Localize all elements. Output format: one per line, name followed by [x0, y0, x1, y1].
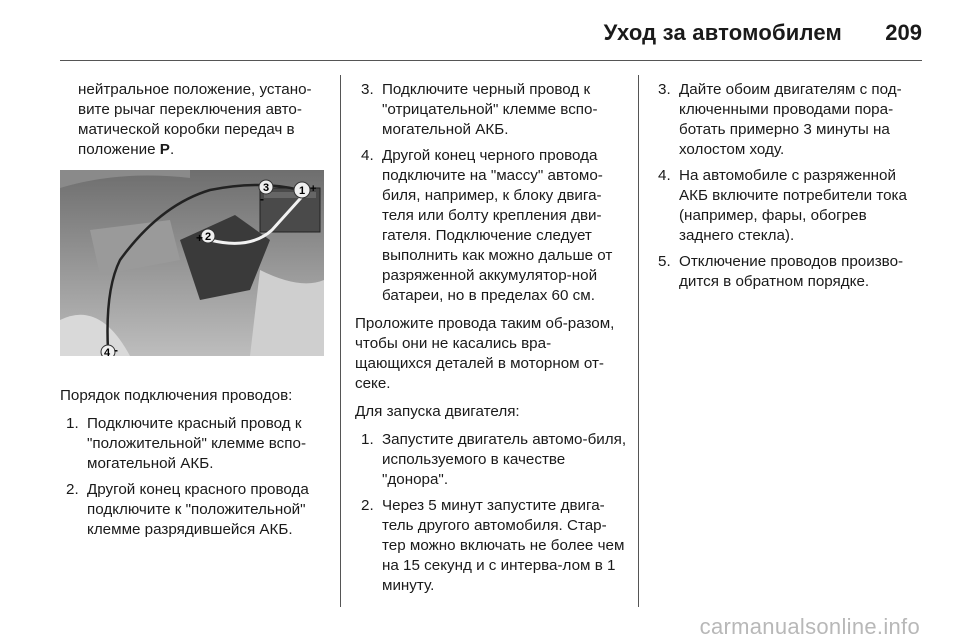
step-number: 1. — [66, 415, 79, 432]
list-item — [355, 146, 627, 306]
step-text: Через 5 минут запустите двига-тель другого автомобиля. Стар-тер можно включать не более чем на 15 секунд и с интерва-лом в 1 минуту. — [382, 497, 625, 594]
intro-line: нейтральное положение, устано- — [78, 81, 312, 98]
step-number: 2. — [66, 481, 79, 498]
start-engine-heading: Для запуска двигателя: — [355, 403, 520, 420]
list-item — [355, 496, 627, 596]
start-steps-continued — [652, 80, 924, 292]
label-plus-1: + — [310, 183, 317, 195]
step-number: 2. — [361, 497, 374, 514]
list-item — [355, 80, 627, 140]
header-divider — [60, 60, 922, 61]
step-text: Отключение проводов произво-дится в обратном порядке. — [679, 253, 904, 290]
column-divider-left — [340, 75, 341, 607]
label-3: 3 — [263, 182, 270, 194]
intro-line: матической коробки передач в — [78, 121, 295, 138]
connection-order-heading: Порядок подключения проводов: — [60, 387, 293, 404]
step-number: 4. — [658, 167, 671, 184]
step-text: Запустите двигатель автомо-биля, используемого в качестве "донора". — [382, 431, 627, 488]
step-text: Другой конец черного провода подключите на "массу" автомо-биля, например, к блоку двига-теля или болту крепления дви-гателя. Подключение следует выполнить как можно дальше от разряженной аккумулятор-ной батареи, но в пределах 60 см. — [382, 147, 613, 304]
label-2: 2 — [205, 231, 212, 243]
column-1 — [60, 80, 326, 548]
label-4: 4 — [104, 347, 111, 356]
list-item — [355, 430, 627, 490]
label-minus-4: - — [114, 343, 118, 356]
connection-steps-continued — [355, 80, 627, 306]
step-number: 3. — [658, 81, 671, 98]
intro-line: вите рычаг переключения авто- — [78, 101, 302, 118]
connection-steps — [60, 414, 326, 540]
step-text: Дайте обоим двигателям с под-ключенными проводами пора-ботать примерно 3 минуты на холостом ходу. — [679, 81, 902, 158]
step-text: Подключите черный провод к "отрицательной" клемме вспо-могательной АКБ. — [382, 81, 598, 138]
column-divider-right — [638, 75, 639, 607]
label-minus-3: - — [260, 192, 264, 206]
list-item — [60, 480, 326, 540]
battery-jump-start-figure — [60, 170, 324, 356]
list-item — [60, 414, 326, 474]
label-1: 1 — [299, 185, 306, 197]
step-text: Другой конец красного провода подключите к "положительной" клемме разрядившейся АКБ. — [87, 481, 309, 538]
step-number: 4. — [361, 147, 374, 164]
intro-text: положение — [78, 141, 160, 158]
list-item — [652, 80, 924, 160]
header-title: Уход за автомобилем — [603, 20, 842, 45]
footer-watermark: carmanualsonline.info — [699, 614, 920, 639]
step-number: 1. — [361, 431, 374, 448]
step-number: 3. — [361, 81, 374, 98]
gear-position-p: P — [159, 141, 170, 158]
intro-line — [78, 140, 326, 160]
step-text: На автомобиле с разряженной АКБ включите потребители тока (например, фары, обогрев заднего стекла). — [679, 167, 907, 244]
cable-routing-paragraph: Проложите провода таким об-разом, чтобы они не касались вра-щающихся деталей в моторном от-секе. — [355, 315, 615, 392]
step-text: Подключите красный провод к "положительной" клемме вспо-могательной АКБ. — [87, 415, 307, 472]
step-number: 5. — [658, 253, 671, 270]
column-2 — [355, 80, 627, 604]
column-3 — [652, 80, 924, 300]
start-steps — [355, 430, 627, 596]
page-number: 209 — [885, 20, 922, 45]
list-item — [652, 252, 924, 292]
label-plus-2: + — [196, 231, 204, 245]
intro-paragraph — [60, 80, 326, 160]
list-item — [652, 166, 924, 246]
intro-period: . — [169, 141, 175, 158]
